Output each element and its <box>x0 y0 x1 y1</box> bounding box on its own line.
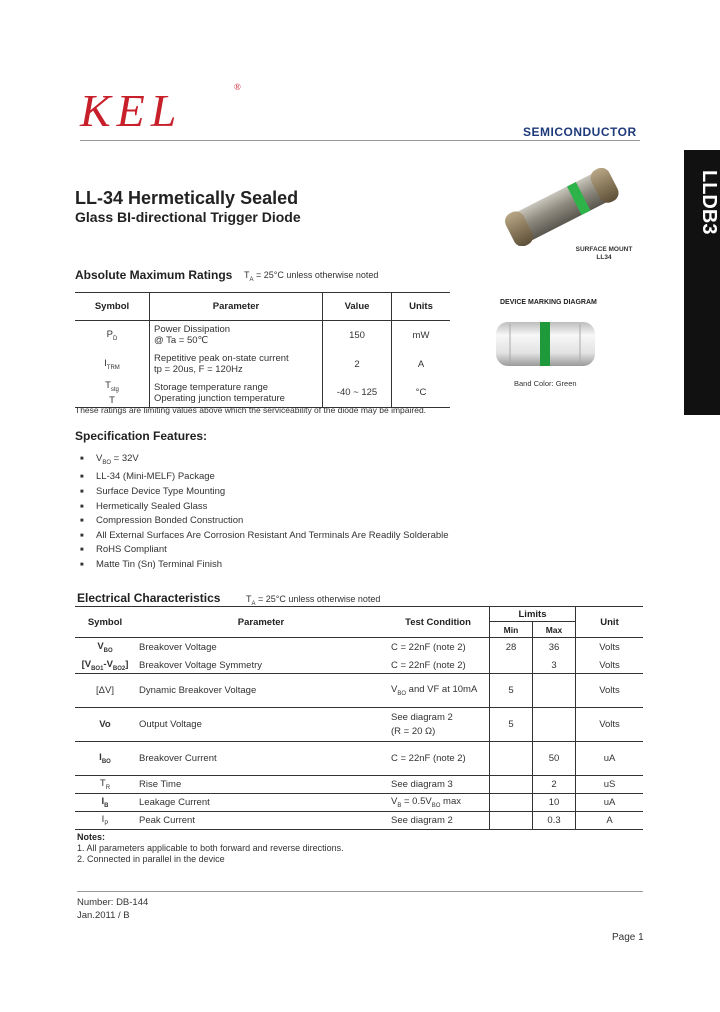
unit-cell: A <box>392 350 451 379</box>
test-cell: $V_{BO}$ and VF at 10mA <box>391 684 478 697</box>
parameter-cell: Breakover Voltage <box>139 642 217 654</box>
symbol-cell: $P_D$ <box>106 328 118 342</box>
symbol-cell: $[V_{BO1}-V_{BO2}]$ <box>81 658 129 672</box>
abs-max-condition: $T_A = 25^\circ C$ unless otherwise noted <box>244 270 379 283</box>
registered-mark: ® <box>234 82 241 92</box>
col-unit: Unit <box>576 607 644 638</box>
col-max: Max <box>533 622 576 638</box>
parameter-cell: Leakage Current <box>139 797 210 808</box>
col-parameter: Parameter <box>135 607 387 638</box>
max-cell: 50 <box>533 742 576 776</box>
min-cell <box>490 658 533 674</box>
page-number: Page 1 <box>612 932 644 943</box>
symbol-cell: $T_{stg}$ T <box>105 379 119 407</box>
parameter-cell: Power Dissipation @ Ta = 50℃ <box>150 321 323 350</box>
list-item: ■ RoHS Compliant <box>80 543 449 558</box>
list-item: ■ Matte Tin (Sn) Terminal Finish <box>80 558 449 573</box>
min-cell <box>490 812 533 830</box>
table-row <box>75 742 643 776</box>
symbol-cell: $V_{BO}$ <box>97 641 113 655</box>
spec-heading: Specification Features: <box>75 429 208 443</box>
symbol-cell: $I_P$ <box>101 814 109 827</box>
parameter-cell: Peak Current <box>139 815 195 826</box>
parameter-cell: Repetitive peak on-state current tp = 20us, F = 120Hz <box>150 350 323 379</box>
symbol-cell: $I_{TRM}$ <box>104 357 120 371</box>
unit-cell: Volts <box>599 659 620 671</box>
list-item: ■ Hermetically Sealed Glass <box>80 500 449 515</box>
test-cell: $V_B = 0.5V_{BO}$ max <box>391 796 461 809</box>
abs-max-footnote: These ratings are limiting values above which the serviceability of the diode may be impaired. <box>75 405 427 415</box>
symbol-cell: $I_B$ <box>101 796 109 809</box>
marking-band <box>540 322 550 366</box>
note-item: 1. All parameters applicable to both forward and reverse directions. <box>77 843 344 853</box>
max-cell: 2 <box>533 776 576 794</box>
table-row <box>75 674 643 708</box>
unit-cell: uS <box>603 779 616 790</box>
col-test-condition: Test Condition <box>387 607 490 638</box>
max-cell: 3 <box>533 658 576 674</box>
marking-diagram <box>494 320 599 370</box>
list-item: ■ $V_{BO} = 32V$ <box>80 452 449 470</box>
table-row <box>75 776 643 794</box>
col-symbol: Symbol <box>75 607 135 638</box>
test-cell: See diagram 2 (R = 20 Ω) <box>391 711 453 737</box>
max-cell: 36 <box>533 638 576 658</box>
table-row <box>75 658 643 674</box>
unit-cell: Volts <box>599 642 620 654</box>
note-item: 2. Connected in parallel in the device <box>77 854 225 864</box>
abs-max-table <box>75 292 450 408</box>
feature-list <box>80 452 449 573</box>
col-parameter: Parameter <box>150 293 323 321</box>
min-cell <box>490 794 533 812</box>
min-cell <box>490 776 533 794</box>
min-cell <box>490 742 533 776</box>
notes-heading: Notes: <box>77 832 106 842</box>
symbol-cell: $I_{BO}$ <box>99 752 111 765</box>
abs-max-heading: Absolute Maximum Ratings <box>75 268 233 282</box>
unit-cell: Volts <box>599 719 620 730</box>
unit-cell: mW <box>392 321 451 350</box>
col-limits: Limits <box>490 607 576 622</box>
band-color-label: Band Color: Green <box>514 379 577 388</box>
list-item: ■ Surface Device Type Mounting <box>80 485 449 500</box>
unit-cell: Volts <box>599 685 620 696</box>
table-row <box>75 379 450 408</box>
elec-table <box>75 606 643 830</box>
value-cell: 2 <box>323 350 392 379</box>
min-cell: 5 <box>490 674 533 708</box>
category-label: SEMICONDUCTOR <box>523 125 637 139</box>
parameter-cell: Breakover Current <box>139 753 217 764</box>
marking-heading: DEVICE MARKING DIAGRAM <box>500 299 597 306</box>
table-row <box>75 321 450 350</box>
symbol-cell: [ΔV] <box>96 685 114 696</box>
document-date: Jan.2011 / B <box>77 910 130 921</box>
parameter-cell: Breakover Voltage Symmetry <box>139 659 263 671</box>
test-cell: C = 22nF (note 2) <box>391 642 466 654</box>
max-cell: 10 <box>533 794 576 812</box>
min-cell: 28 <box>490 638 533 658</box>
max-cell: 0.3 <box>533 812 576 830</box>
table-row <box>75 350 450 379</box>
document-title: LL-34 Hermetically Sealed <box>75 188 299 208</box>
table-row <box>75 794 643 812</box>
table-row <box>75 812 643 830</box>
value-cell: -40 ~ 125 <box>323 379 392 408</box>
list-item: ■ Compression Bonded Construction <box>80 514 449 529</box>
logo-text: KEL <box>80 85 183 136</box>
value-cell: 150 <box>323 321 392 350</box>
symbol-cell: Vo <box>99 719 111 730</box>
part-number: LLDB3 <box>698 170 720 235</box>
col-units: Units <box>392 293 451 321</box>
max-cell <box>533 708 576 742</box>
notes-list <box>77 843 344 865</box>
header-divider <box>80 140 640 141</box>
footer-info <box>77 896 148 922</box>
document-number: Number: DB-144 <box>77 897 149 908</box>
unit-cell: °C <box>392 379 451 408</box>
test-cell: C = 22nF (note 2) <box>391 659 466 671</box>
test-cell: See diagram 3 <box>391 779 453 790</box>
document-subtitle: Glass BI-directional Trigger Diode <box>75 209 301 225</box>
col-min: Min <box>490 622 533 638</box>
parameter-cell: Rise Time <box>139 779 182 790</box>
list-item: ■ All External Surfaces Are Corrosion Resistant And Terminals Are Readily Solderable <box>80 529 449 544</box>
elec-heading: Electrical Characteristics <box>77 591 221 605</box>
parameter-cell: Output Voltage <box>139 719 202 730</box>
footer-divider <box>77 891 643 892</box>
package-image <box>490 168 640 246</box>
col-value: Value <box>323 293 392 321</box>
max-cell <box>533 674 576 708</box>
test-cell: See diagram 2 <box>391 815 453 826</box>
package-caption: SURFACE MOUNT LL34 <box>575 246 633 261</box>
unit-cell: uA <box>603 797 616 808</box>
unit-cell: uA <box>603 753 616 764</box>
unit-cell: A <box>606 815 613 826</box>
parameter-cell: Dynamic Breakover Voltage <box>139 685 257 696</box>
test-cell: C = 22nF (note 2) <box>391 753 466 764</box>
col-symbol: Symbol <box>94 301 130 312</box>
elec-condition: $T_A = 25^\circ C$ unless otherwise noted <box>246 594 381 607</box>
table-row <box>75 708 643 742</box>
company-logo <box>80 82 241 137</box>
table-row <box>75 638 643 658</box>
list-item: ■ LL-34 (Mini-MELF) Package <box>80 470 449 485</box>
symbol-cell: $T_R$ <box>99 778 111 791</box>
min-cell: 5 <box>490 708 533 742</box>
part-number-tab <box>684 150 720 415</box>
parameter-cell: Storage temperature range Operating junction temperature <box>150 379 323 408</box>
